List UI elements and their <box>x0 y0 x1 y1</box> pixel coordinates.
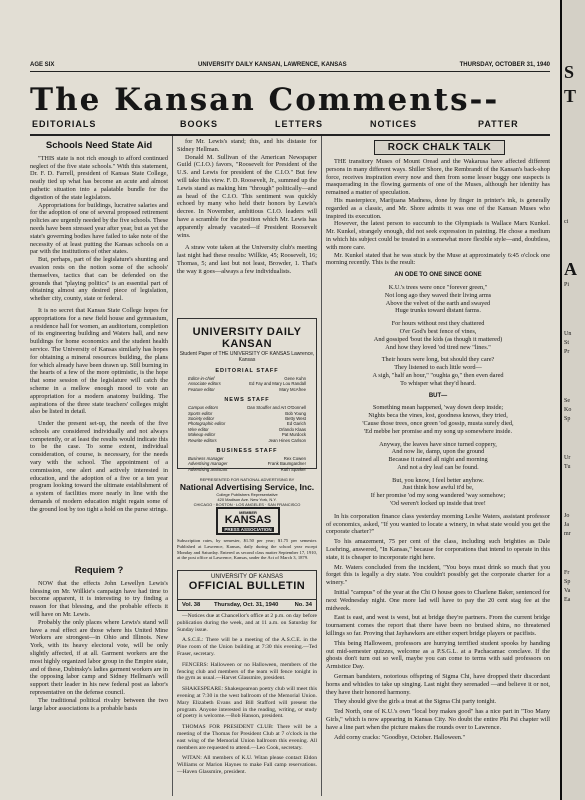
bulletin-head: UNIVERSITY OF KANSAS <box>211 574 283 580</box>
editorial-column <box>30 140 168 514</box>
requiem-article <box>30 565 168 712</box>
bulletin-notice: A.S.C.E.: There will be a meeting of the A.S.C.E. in the Pine room of the Union building at 7:30 this evening.—Ted Fraser, secretary. <box>177 637 317 657</box>
staff-person: Betty West <box>285 416 306 422</box>
column-item: They should give the girls a treat at the Sigma Chi party tonight. <box>334 698 497 706</box>
nat-ad-sub: College Publishers Representative <box>216 492 278 497</box>
poem-line: And not a dry leaf can be found. <box>397 463 479 471</box>
official-bulletin-header <box>177 570 317 600</box>
poem-stanza <box>326 320 550 351</box>
staff-role: Society editor <box>188 416 215 422</box>
editorial-paragraph: Under the present set-up, the needs of the five schools are considered individually and not always competently, or at least the results would indicate this to be the case. To some extent, individual consideration, of course, is necessary, for the needs vary with the school. The appointment of a commission, one alert and actively interested in education, and the adoption of a five or a ten year program looking toward the ultimate establishment of a system of facilities more nearly in line with the demands of modern education might regain some of the ground lost by too tight a hold on the purse strings. <box>30 420 168 513</box>
press-association-seal <box>216 507 280 535</box>
requiem-continued-paragraph: A straw vote taken at the University club's meeting last night had these results: Willkie, 45; Roosevelt, 16; Thomas, 5; and last but not least, Browder, 1. That's the way it goes—always a few individualists. <box>177 244 317 275</box>
column-item: In his corporation finance class yesterday morning Leslie Waters, assistant professor of economics, asked, "If you wanted to locate a winery, in what state would you get the corporate charter?" <box>326 512 550 536</box>
bulletin-issue-line <box>177 600 317 611</box>
subscription-notice: Subscription rates, by semester, $1.50 per year; $1.75 per semester. Published at Lawrence, Kansas, daily during the school year except Monday and Saturday. Entered as second class matter September 17, 1910, at the post office at Lawrence, Kansas, under the Act of March 3, 1879. <box>177 538 317 561</box>
nat-ad-name: National Advertising Service, Inc. <box>179 482 315 492</box>
national-ad-notice <box>177 477 317 507</box>
staff-person: Gene Kuhn <box>284 376 306 381</box>
editorial-staff-list <box>178 374 316 392</box>
poem-line: For hours without rest they chattered <box>391 320 485 328</box>
requiem-paragraph: NOW that the effects John Lewellyn Lewis's blessing on Mr. Willkie's campaign have had time to become apparent, it is interesting to try finding a reason for that blessing, and the probable effects it will have on Mr. Lewis. <box>30 579 168 618</box>
rock-chalk-talk-column <box>326 138 550 743</box>
edge-fragment: Fr <box>564 570 570 576</box>
top-rule <box>30 71 550 72</box>
staff-person: Orlando Klaas <box>278 426 306 432</box>
poem-line: Above the velvet of the earth and swayed <box>385 299 491 307</box>
editorial-paragraph: Appropriations for buildings, lucrative salaries and for the adoption of one of several proposed retirement policies are urgently needed by the five schools. These needs have been stressed year after year, but as yet the state's governing bodies have failed to take note of the necessity of at least putting the Kansas schools on a par with the institutions of other states. <box>30 201 168 256</box>
bulletin-notices <box>177 613 317 780</box>
poem-line: They listened to each little word— <box>394 364 482 372</box>
poem-line: 'Ed mebbe her promise and my song up somewhere inside. <box>363 427 513 435</box>
column-item: To his amazement, 75 per cent of the class, including such brighties as Dale Loehring, answered, "In Kansas," because for corporations that intend to operate in this state, it is cheaper to incorporate right here. <box>326 538 550 561</box>
requiem-continued-paragraph: for Mr. Lewis's stand; this, and his distaste for Sidney Hellman. <box>177 138 317 153</box>
staff-role: Feature editor <box>188 386 215 392</box>
bulletin-title: OFFICIAL BULLETIN <box>188 580 306 592</box>
poem-line: Huge trunks toward distant farms. <box>395 307 481 315</box>
poem-line: If her promise 'od my song wandered 'way somehow; <box>370 492 506 500</box>
edge-fragment: T <box>564 86 577 106</box>
nat-ad-pre: REPRESENTED FOR NATIONAL ADVERTISING BY <box>199 477 295 482</box>
edge-fragment: Va <box>564 588 571 594</box>
poem-line: Just think how awful it'd be, <box>402 484 474 492</box>
poem-line: K.U.'s trees were once "forever green," <box>388 283 488 291</box>
nat-ad-address: 420 Madison Ave. New York, N.Y. <box>217 497 277 502</box>
edge-fragment: Ja <box>564 522 569 528</box>
edge-fragment: Pr <box>564 349 570 355</box>
edge-fragment: Ko <box>564 407 572 413</box>
bulletin-volume: Vol. 38 <box>182 602 201 608</box>
bulletin-notice: FENCERS: Halloween or no Halloween, members of the fencing club and members of the team will fence tonight in the gym as usual.—Harvet Glassmire, president. <box>177 661 317 682</box>
staff-person: Pat Murdock <box>281 432 306 438</box>
edge-fragment: Sp <box>564 416 571 422</box>
section-books: BOOKS <box>180 119 219 129</box>
column-item: Add corny cracks: "Goodbye, October. Halloween." <box>334 733 466 741</box>
adjacent-page-edge <box>560 0 585 800</box>
section-labels <box>30 119 550 133</box>
poem-turn: BUT— <box>428 392 448 399</box>
staff-person: Ed Garich <box>286 421 306 427</box>
poem-stanza <box>326 284 550 315</box>
staff-person: Bob Young <box>285 410 306 416</box>
masthead: The Kansan Comments-- <box>30 82 500 118</box>
poem-line: Anyway, the leaves have since turned coppery, <box>379 440 497 448</box>
edge-fragment: Jo <box>564 513 570 519</box>
edge-fragment: Ur <box>564 455 571 461</box>
poem-stanza <box>326 404 550 435</box>
edge-fragment: S <box>564 62 575 82</box>
column-item: This being Halloween, professors are hurrying terrified student spooks by handing out mid-semester quizzes, welcome as a P.S.G.L. at a Pachacamac conclave. If the ghosts don't turn out so well, maybe you can come to terms with said professors on Armistice Day. <box>326 639 550 671</box>
edge-fragment: Tu <box>564 464 571 470</box>
poem-line: 'Od weren't locked up inside that tree! <box>390 500 486 508</box>
editorial-paragraph: "THIS state is not rich enough to afford continued neglect of the five state schools." With this statement, Dr. F. D. Farrell, president of Kansas State College, neatly tied up what has become an acute and almost pathetic situation into a palatable bundle for the digestion of the state legislators. <box>30 154 168 201</box>
staff-person: Mary McAfree <box>279 386 306 392</box>
column-intro <box>326 158 550 267</box>
requiem-continued-paragraph: Donald M. Sullivan of the American Newspaper Guild (C.I.O.) favors, "Roosevelt for President of the U.S. and Lewis for president of the C.I.O." But few will take this view. F. D. Roosevelt, Jr., summed up the Lewis stand as making him "through" politically—and as head of the C.I.O. This sentiment was quickly echoed by many who held their honors by Lewis's decree. In November, ambitious C.I.O. leaders will have a scramble for the position which Mr. Lewis has apparently already vacated—if President Roosevelt wins. <box>177 153 317 239</box>
edge-fragment: A <box>564 259 577 279</box>
staff-role: Wire editor <box>188 426 209 432</box>
intro-paragraph: His masterpiece, Marijuana Madness, done by finger in printer's ink, is generally regarded as a classic, and Mr. Shore admits it was one of the Kansan Muses who inspired its execution. <box>326 196 550 220</box>
edge-fragment: mr <box>564 531 571 537</box>
business-staff-list <box>178 454 316 472</box>
staff-person: Ruth Sparker <box>280 466 306 472</box>
editorial-paragraph: But, perhaps, part of the legislature's shunting and evasion rests on the notion some of the schools' themselves, tactics that can be defended on the grounds that "playing politics" is an essential part of obtaining almost any desired piece of legislation, whether city, county, state or federal. <box>30 256 168 303</box>
edge-fragment: St <box>564 340 570 346</box>
bulletin-date: Thursday, Oct. 31, 1940 <box>214 602 279 608</box>
intro-paragraph: THE transitory Muses of Mount Oread and the Wakarusa have affected different persons in many different ways. Shiller Shore, the Rembrandt of the Kansan's back-shop force, receives inspiration every now and then from some lesser buggy one suspects is masquerading in the flowing garments of one of the Muses, although her identity has remained a matter of speculation. <box>326 158 550 197</box>
section-letters: LETTERS <box>275 119 324 129</box>
poem-stanza <box>326 441 550 472</box>
staff-role: Sports editor <box>188 410 213 416</box>
kpa-assoc: PRESS ASSOCIATION <box>222 527 274 532</box>
staff-role: Campus editors <box>188 405 219 411</box>
poem-line: 'Cause those trees, once green 'od gossip, musta surely died, <box>362 419 514 427</box>
kpa-name: KANSAS <box>224 514 272 526</box>
staff-person: Jean Hines Carlson <box>268 437 306 443</box>
rock-chalk-talk-title: ROCK CHALK TALK <box>374 140 505 155</box>
poem-line: To whisper what they'd heard. <box>400 379 476 387</box>
staff-person: Rex Cowen <box>283 456 306 462</box>
poem-line: A sigh, "half an hour," "oughta go," then even dared <box>372 371 504 379</box>
staff-person: Ed Fay and Mary Lou Randall <box>249 381 306 387</box>
staff-role: Photographic editor <box>188 421 226 427</box>
staff-box-subtitle: Student Paper of THE UNIVERSITY OF KANSAS Lawrence, Kansas <box>179 351 315 363</box>
section-editorials: EDITORIALS <box>32 119 97 129</box>
staff-person: Frank Baumgardner <box>267 461 306 467</box>
column-item: Ted North, one of K.U.'s own "local boy makes good" has a nice part in "Too Many Girls," which is now appearing in Kansas City. No doubt the entire Phi Psi chapter will have a line part when the picture makes the rounds over to Lawrence. <box>326 708 550 731</box>
intro-paragraph: Mr. Kunkel stated that he was stuck by the Muse at approximately 6:45 o'clock one morning recently. This is the result: <box>326 251 550 267</box>
staff-person: Dan Stouffer and Art O'Donnell <box>247 405 306 411</box>
paper-name: UNIVERSITY DAILY KANSAN, LAWRENCE, KANSAS <box>198 62 347 68</box>
nat-ad-cities: CHICAGO · BOSTON · LOS ANGELES · SAN FRANCISCO <box>193 502 301 507</box>
edge-fragment: Sp <box>564 579 571 585</box>
requiem-continued <box>177 138 317 276</box>
staff-role: Advertising assistant <box>188 466 228 472</box>
poem-line: O'er God's best fence of vines, <box>399 327 477 335</box>
column-item: German bandsters, notorious offspring of Sigma Chi, have dropped their discordant horns and whistles to take up singing. Last night they serenaded —and believe it or not, they have their honored harmony. <box>326 673 550 696</box>
requiem-headline: Requiem ? <box>74 565 124 576</box>
column-items <box>326 513 550 742</box>
column-item: Mr. Waters concluded from the incident, "You boys must drink so much that you forget this is legally a dry state. You couldn't possibly get the corporate charter for a winery." <box>326 563 550 587</box>
staff-role: Makeup editor <box>188 432 216 438</box>
column-item: Initial "campus" of the year at the Chi O house goes to Charlene Baker, sentenced for next Wednesday night. One more lad will have to pay the 20 cent stag fee at the midweek. <box>326 589 550 612</box>
page-number: AGE SIX <box>30 62 55 68</box>
news-staff-list <box>178 403 316 443</box>
staff-role: Associate editors <box>188 381 221 387</box>
section-patter: PATTER <box>478 119 519 129</box>
column-item: East is east, and west is west, but at bridge they're partners. From the current bridge tournament comes the report that there have been no bruised shins, no threatened killings so far. Proving that Jayhawkers are either expert bridge players or pacifists. <box>326 614 550 638</box>
requiem-paragraph: Probably the only places where Lewis's stand will have a real effect are those where his United Mine Workers are strongest—in Ohio and Illinois. New York, with its heavy electoral vote, will be only slightly affected, if at all. Garment workers are the most highly organized labor group in the Empire state, and of these, Dubinsky's ladies garment workers are in the opposing labor camp and Sidney Hellman's will support their leader in his new federal post as labor's representative on the defense council. <box>30 618 168 696</box>
editorial-staff-head: EDITORIAL STAFF <box>215 368 279 374</box>
poem-line: And now lie, damp, upon the ground <box>391 448 485 456</box>
edge-fragment: Un <box>564 331 572 337</box>
poem-line: Something mean happened, 'way down deep inside; <box>372 404 504 412</box>
poem-stanza <box>326 477 550 508</box>
requiem-paragraph: The traditional political rivalry between the two large labor associations is a probable basis <box>30 696 168 712</box>
edge-fragment: Ea <box>564 597 571 603</box>
poem-line: And how they loved 'od tired new "lines." <box>385 343 491 351</box>
poem-line: Because it rained all night and morning <box>388 456 488 464</box>
poem-line: Not long ago they waved their living arms <box>384 291 492 299</box>
section-rule <box>30 134 550 136</box>
poem-line: Nights beca the vines, lost, goodness knows, they tried, <box>368 412 508 420</box>
section-notices: NOTICES <box>370 119 418 129</box>
bulletin-notice: THOMAS FOR PRESIDENT CLUB: There will be a meeting of the Thomas for President Club at 7 o'clock in the east wing of the Memorial Union ballroom this evening. All members are requested to attend.—Leo Cook, secretary. <box>177 724 317 751</box>
staff-role: Business manager <box>188 456 224 462</box>
poem-stanza <box>326 356 550 387</box>
staff-role: Editor-in-chief <box>188 376 215 381</box>
issue-date: THURSDAY, OCTOBER 31, 1940 <box>459 62 550 68</box>
poem-title: AN ODE TO ONE SINCE GONE <box>394 272 482 279</box>
poem-line: And gossiped 'bout the kids (as though it mattered) <box>373 335 503 343</box>
editorial-headline: Schools Need State Aid <box>45 140 153 151</box>
poem-line: Their hours were long, but should they care? <box>381 356 495 364</box>
kpa-member: MEMBER <box>239 510 257 515</box>
edge-fragment: ci <box>564 219 569 225</box>
bulletin-notice: —Notices due at Chancellor's office at 2 p.m. on day before publication during the week, and at 11 a.m. on Saturday for Sunday issue. <box>177 613 317 633</box>
news-staff-head: NEWS STAFF <box>224 397 270 404</box>
poem-line: But, you know, I feel better anyhow. <box>392 476 484 484</box>
staff-role: Advertising manager <box>188 461 228 467</box>
editorial-paragraph: It is no secret that Kansas State College hopes for appropriations for a new field house and gymnasium, a residence hall for women, an auditorium, completion of its engineering building and Waters hall, and new buildings for home economics and the student health service. The University of Kansas similarly has hopes for obtaining a mineral resources building, the plans for which already have been drawn up. Still burning in the hearts of a few of the more optimistic, is the hope that some session of the legislature will catch the scheme in a mellow enough mood to vote an appropriation for a modern anatomy building. The aspirations of the three state teachers' colleges might also be listed in detail. <box>30 306 168 416</box>
staff-box-title: UNIVERSITY DAILY KANSAN <box>192 326 302 350</box>
bulletin-number: No. 34 <box>294 602 312 608</box>
edge-fragment: Se <box>564 398 570 404</box>
intro-paragraph: However, the latest person to succumb to the Olympiads is Wallace Marx Kunkel. Mr. Kunkel, strangely enough, did not seek expression in painting. He chose a medium in which his subject could be treated in a somewhat more flexible style—and, doubtless, with more care. <box>326 220 550 251</box>
business-staff-head: BUSINESS STAFF <box>216 448 278 455</box>
staff-role: Rewrite editors <box>188 437 217 443</box>
bulletin-notice: WITAN: All members of K.U. Witan please contact Eldon Williams or Marion Haynes to make Fall camp reservations.—Haven Glassmire, president. <box>177 755 317 775</box>
column-rule-1 <box>172 136 173 796</box>
column-rule-2 <box>321 136 322 796</box>
edge-fragment: Pi <box>564 282 570 288</box>
staff-box <box>177 318 317 472</box>
bulletin-notice: SHAKESPEARE: Shakespearean poetry club will meet this evening at 7:30 in the west ballroom of the Memorial Union. Mary Elizabeth Evans and Bill Stafford will present the program. Anyone interested in the reading, writing, or study of poetry is welcome.—Bob Hanson, president. <box>177 686 317 720</box>
